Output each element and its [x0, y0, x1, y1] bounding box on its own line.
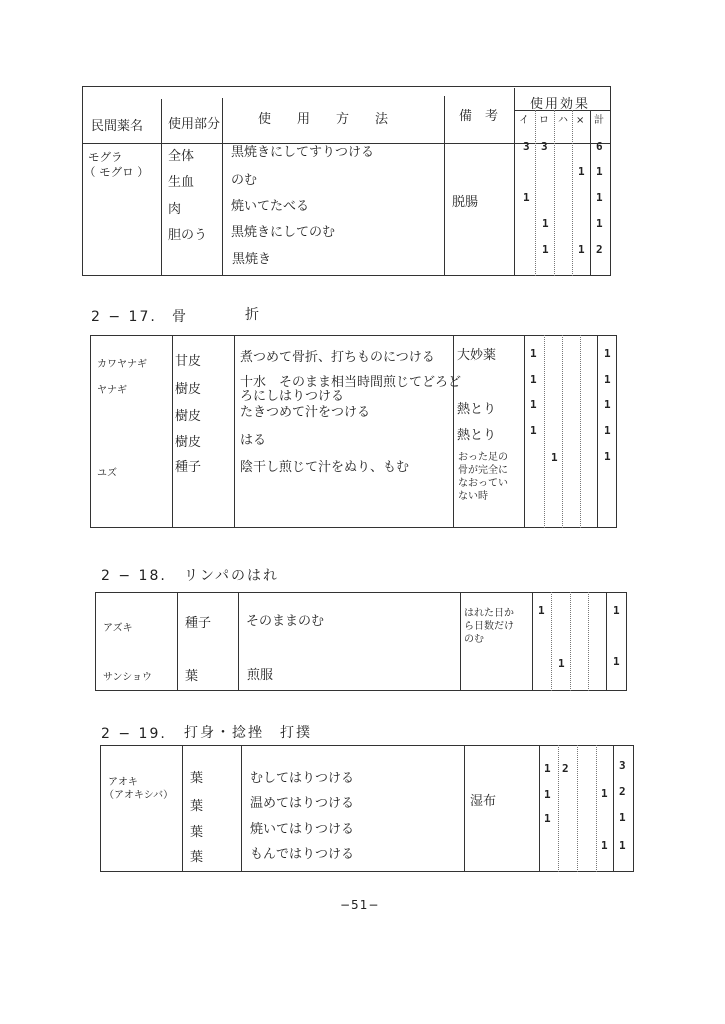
effect-total: 2	[596, 243, 603, 256]
effect-total: 1	[613, 655, 620, 668]
method-cell: 黒焼き	[232, 252, 272, 267]
col-divider	[177, 592, 178, 691]
col-divider	[161, 99, 162, 276]
col-dotted	[551, 592, 552, 691]
part-cell: 葉	[190, 771, 204, 786]
header-col-i: イ	[519, 115, 529, 126]
section-number: 2 − 18.	[101, 568, 167, 584]
col-divider	[234, 335, 235, 528]
effect-total: 1	[619, 811, 626, 824]
col-divider	[238, 592, 239, 691]
remedy-name: カワヤナギ	[97, 359, 147, 370]
col-divider	[524, 335, 525, 528]
method-cell: 焼いてたべる	[231, 199, 310, 214]
effect-total: 1	[596, 191, 603, 204]
remedy-name: ユズ	[97, 468, 117, 479]
col-divider	[597, 335, 598, 528]
effect-total: 1	[613, 604, 620, 617]
header-method: 使 用 方 法	[258, 112, 389, 127]
effect-ro: 3	[541, 140, 548, 153]
effect-ro: 1	[558, 657, 565, 670]
header-part: 使用部分	[168, 117, 221, 132]
effect-ro: 2	[562, 762, 569, 775]
part-cell: 葉	[190, 850, 204, 865]
header-col-total: 計	[594, 115, 604, 126]
effect-total: 3	[619, 759, 626, 772]
col-dotted	[544, 335, 545, 528]
col-dotted	[562, 335, 563, 528]
method-cell: もんではりつける	[250, 847, 355, 862]
effect-total: 1	[604, 424, 611, 437]
page-number: −51−	[340, 898, 380, 912]
method-cell: 煎服	[247, 668, 274, 683]
col-dotted	[588, 592, 589, 691]
col-dotted	[572, 110, 573, 276]
col-dotted	[554, 110, 555, 276]
effect-i: 1	[530, 373, 537, 386]
method-cell: たきつめて汁をつける	[240, 405, 371, 420]
effect-i: 3	[523, 140, 530, 153]
header-col-ha: ハ	[558, 115, 568, 126]
table-border	[95, 592, 627, 691]
section-title: 骨	[172, 309, 188, 325]
note-cell: 熱とり	[457, 402, 497, 417]
part-cell: 全体	[168, 149, 195, 164]
col-divider	[444, 96, 445, 276]
note-cell-cont: 骨が完全に	[458, 465, 508, 476]
method-cell: 煮つめて骨折、打ちものにつける	[240, 350, 435, 365]
method-cell: そのままのむ	[246, 614, 325, 629]
part-cell: 葉	[190, 825, 204, 840]
header-col-ro: ロ	[539, 115, 549, 126]
section-title: 打身・捻挫 打撲	[184, 725, 312, 741]
method-cell: 黒焼きにしてすりつける	[231, 145, 375, 160]
effect-x: 1	[601, 839, 608, 852]
part-cell: 種子	[175, 460, 202, 475]
col-dotted	[580, 335, 581, 528]
effect-i: 1	[530, 347, 537, 360]
effect-x: 1	[578, 165, 585, 178]
effect-i: 1	[544, 788, 551, 801]
effect-total: 6	[596, 140, 603, 153]
note-cell-cont: ない時	[458, 491, 488, 502]
col-divider	[453, 335, 454, 528]
note-cell: おった足の	[458, 452, 508, 463]
remedy-name: アズキ	[103, 623, 133, 634]
col-dotted	[596, 745, 597, 872]
effect-total: 1	[604, 450, 611, 463]
note-cell: 熱とり	[457, 428, 497, 443]
col-divider	[172, 335, 173, 528]
effect-total: 1	[604, 398, 611, 411]
remedy-name-alt: （ モグロ ）	[84, 165, 149, 179]
effect-i: 1	[544, 812, 551, 825]
method-cell-cont: ろにしはりつける	[240, 389, 345, 404]
part-cell: 樹皮	[175, 435, 202, 450]
effect-ro: 1	[542, 243, 549, 256]
effect-x: 1	[578, 243, 585, 256]
remedy-name: アオキ	[108, 777, 138, 788]
note-cell: 脱腸	[452, 195, 479, 210]
note-cell: 湿布	[470, 794, 497, 809]
method-cell: 陰干し煎じて汁をぬり、もむ	[240, 460, 410, 475]
part-cell: 肉	[168, 202, 182, 217]
section-number: 2 − 17.	[91, 309, 157, 325]
note-cell-cont: ら日数だけ	[464, 621, 514, 632]
effect-total: 1	[604, 373, 611, 386]
header-col-x: ×	[576, 115, 585, 126]
note-cell: はれた日か	[464, 608, 514, 619]
note-cell-cont: なおってい	[458, 478, 508, 489]
col-divider	[460, 592, 461, 691]
col-divider	[606, 592, 607, 691]
note-cell-cont: のむ	[464, 634, 484, 645]
col-divider	[514, 88, 515, 276]
effect-i: 1	[530, 398, 537, 411]
remedy-name: サンショウ	[103, 672, 153, 683]
col-divider	[613, 745, 614, 872]
effect-ro: 1	[551, 451, 558, 464]
effect-i: 1	[544, 762, 551, 775]
note-cell: 大妙薬	[457, 348, 497, 363]
part-cell: 葉	[185, 669, 199, 684]
header-note: 備 考	[459, 109, 499, 124]
effect-i: 1	[538, 604, 545, 617]
effect-ro: 1	[542, 217, 549, 230]
method-cell: のむ	[231, 173, 258, 188]
col-dotted	[535, 110, 536, 276]
col-divider	[241, 745, 242, 872]
method-cell: 黒焼きにしてのむ	[231, 225, 336, 240]
col-dotted	[577, 745, 578, 872]
section-title: 折	[245, 307, 261, 323]
col-divider	[222, 98, 223, 276]
section-number: 2 − 19.	[101, 726, 167, 742]
effect-total: 1	[604, 347, 611, 360]
method-cell: 温めてはりつける	[250, 796, 355, 811]
part-cell: 生血	[168, 175, 195, 190]
effect-total: 2	[619, 785, 626, 798]
remedy-name-alt: （アオキシバ）	[104, 790, 174, 801]
method-cell: はる	[240, 433, 267, 448]
effect-total: 1	[619, 839, 626, 852]
method-cell: 焼いてはりつける	[250, 822, 355, 837]
method-cell: むしてはりつける	[250, 771, 355, 786]
header-name: 民間薬名	[91, 119, 144, 134]
effect-i: 1	[523, 191, 530, 204]
col-divider	[532, 592, 533, 691]
part-cell: 樹皮	[175, 382, 202, 397]
effect-x: 1	[601, 787, 608, 800]
remedy-name: ヤナギ	[97, 385, 127, 396]
col-dotted	[570, 592, 571, 691]
effect-total: 1	[596, 217, 603, 230]
header-effect: 使用効果	[530, 97, 591, 112]
col-divider	[464, 745, 465, 872]
part-cell: 甘皮	[175, 354, 202, 369]
remedy-name: モグラ	[88, 150, 123, 164]
part-cell: 胆のう	[168, 228, 208, 243]
effect-i: 1	[530, 424, 537, 437]
col-divider	[539, 745, 540, 872]
method-cell: 十水 そのまま相当時間煎じてどろど	[240, 375, 462, 390]
section-title: リンパのはれ	[184, 568, 280, 584]
col-dotted	[558, 745, 559, 872]
part-cell: 種子	[185, 616, 212, 631]
effect-total: 1	[596, 165, 603, 178]
part-cell: 葉	[190, 799, 204, 814]
col-divider	[182, 745, 183, 872]
part-cell: 樹皮	[175, 409, 202, 424]
table-border	[100, 745, 634, 872]
col-divider	[590, 110, 591, 276]
